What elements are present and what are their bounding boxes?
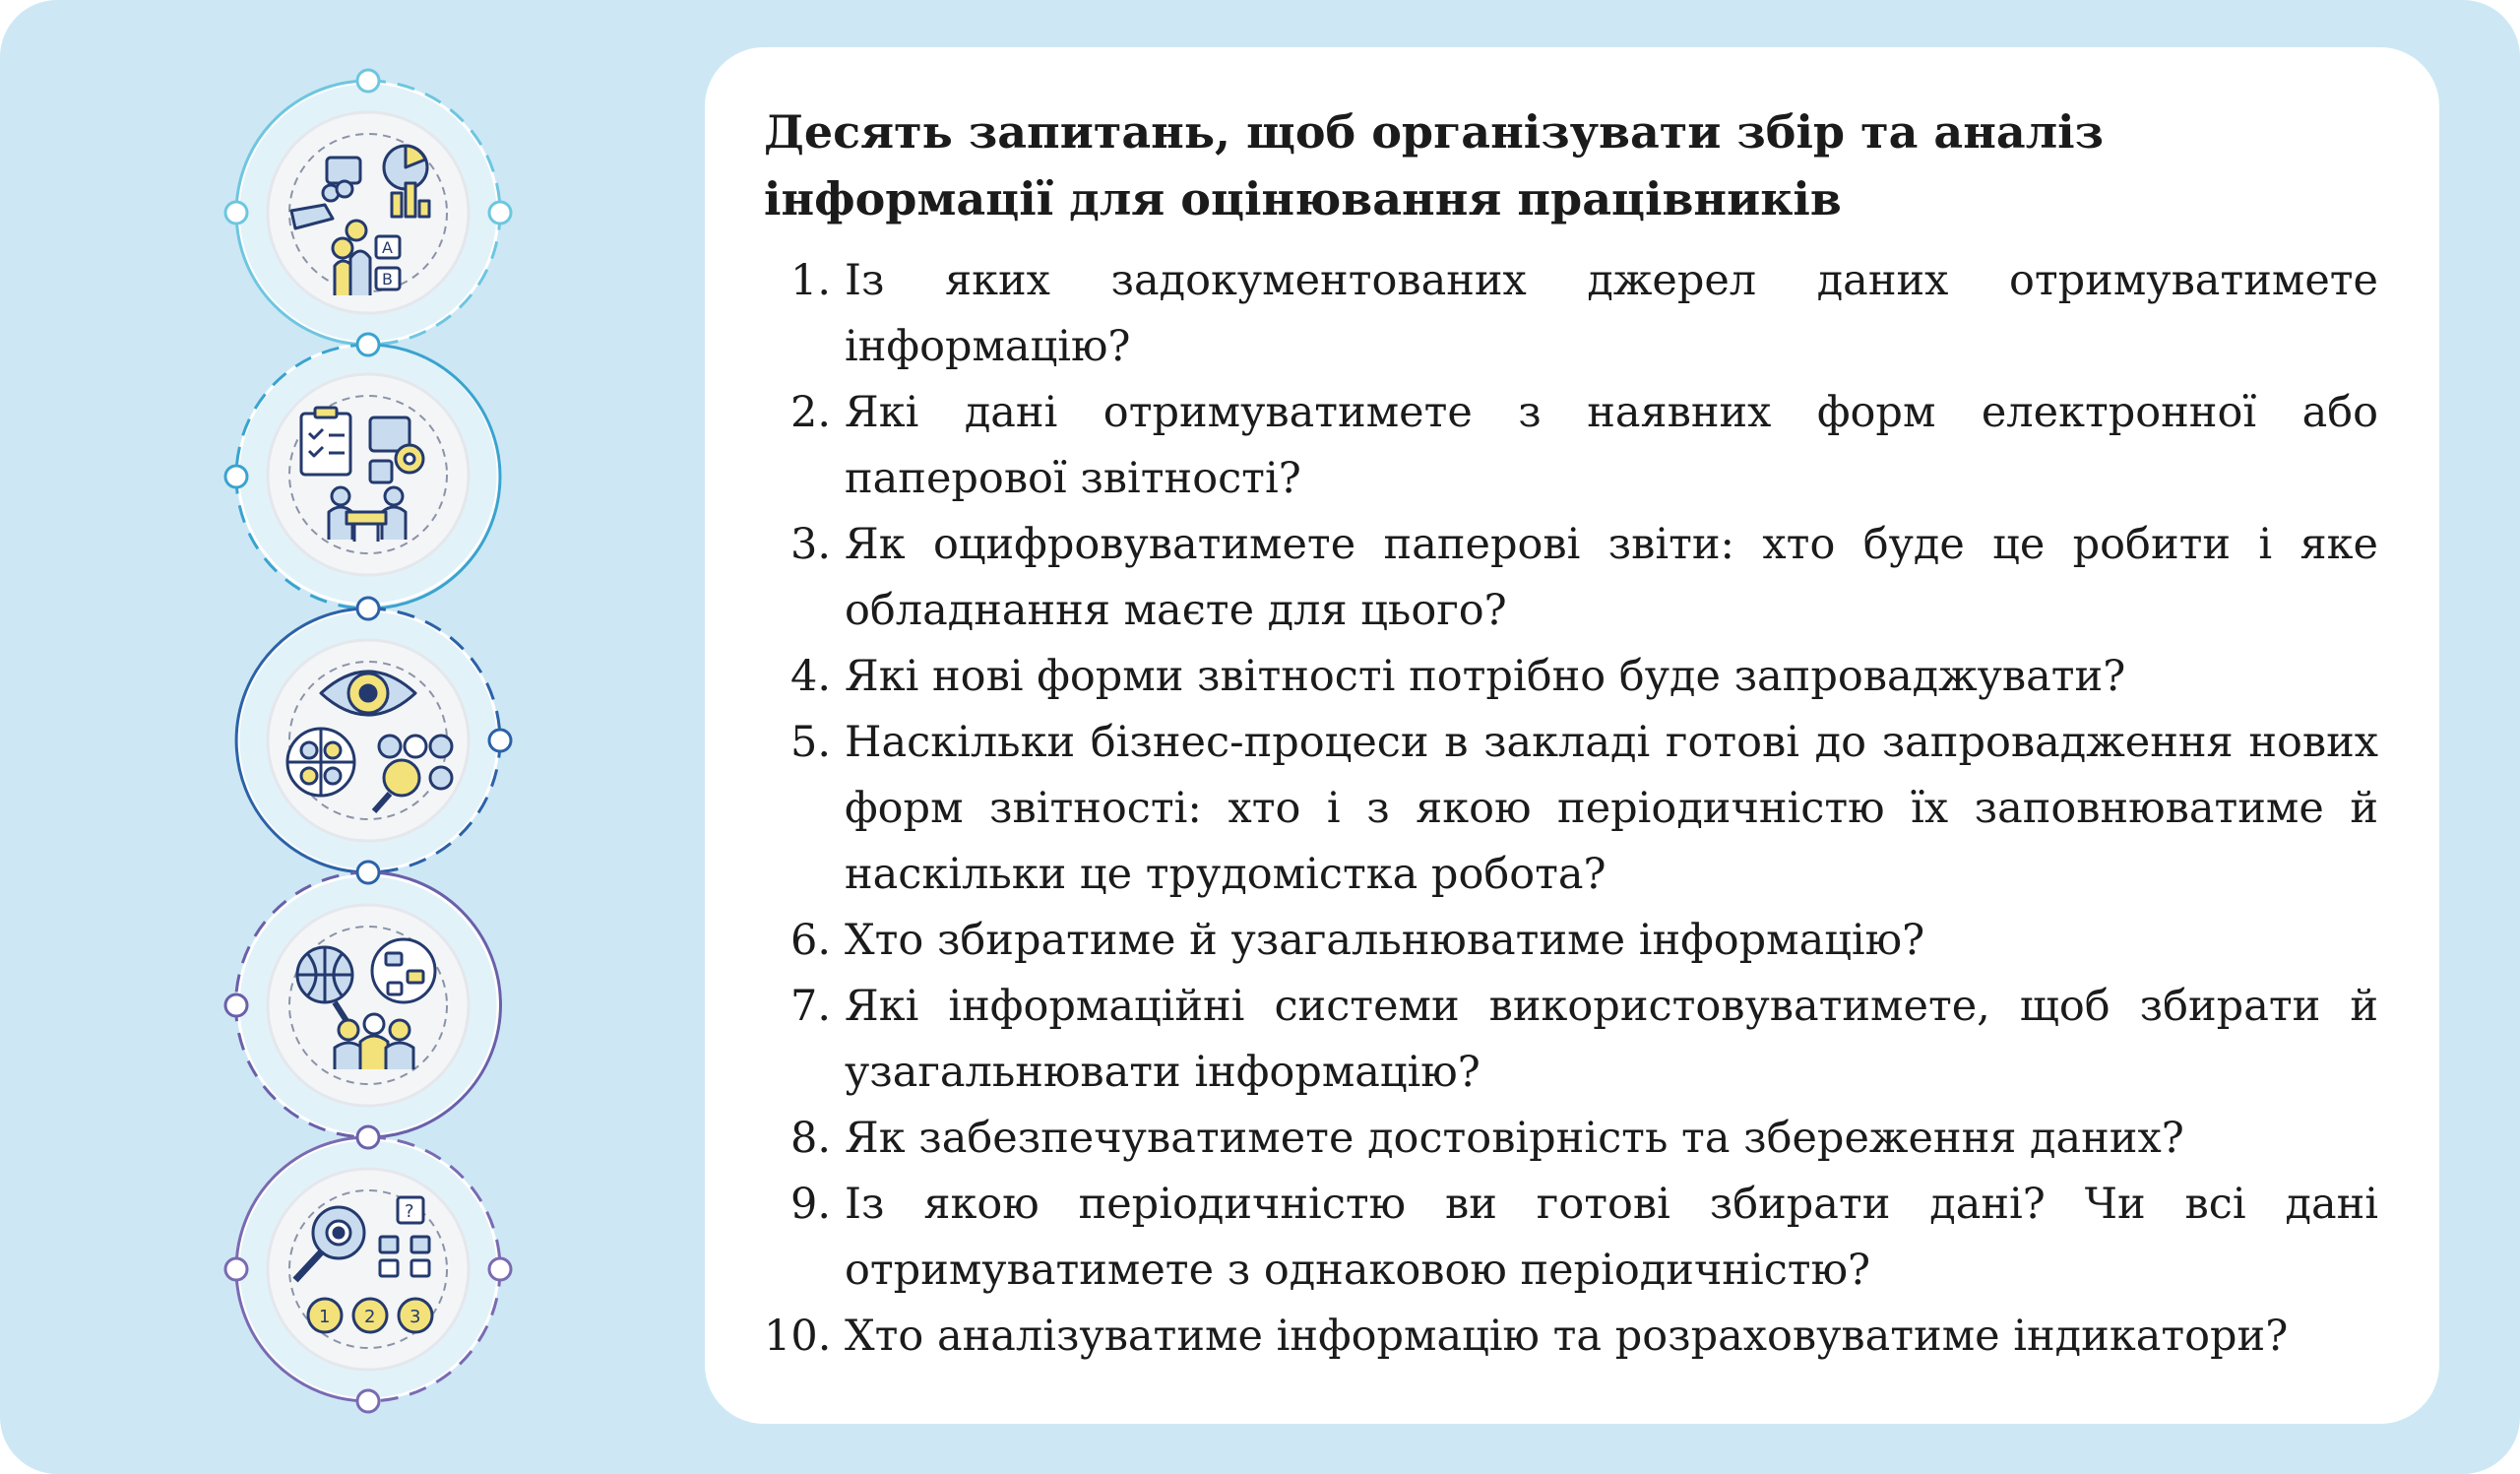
svg-text:2: 2 bbox=[364, 1307, 376, 1327]
question-number: 5. bbox=[789, 718, 831, 767]
question-item bbox=[764, 1172, 2378, 1304]
question-number: 1. bbox=[789, 256, 831, 305]
question-text: Як оцифровуватимете паперові звіти: хто буде це робити і яке обладнання маєте для цього? bbox=[845, 520, 2378, 635]
question-text: Які інформаційні системи використовуватимете, щоб збирати й узагальнювати інформацію? bbox=[845, 982, 2378, 1097]
question-item bbox=[764, 974, 2378, 1106]
question-text: Як забезпечуватимете достовірність та збереження даних? bbox=[845, 1114, 2184, 1163]
question-number: 10. bbox=[764, 1312, 832, 1361]
question-number: 6. bbox=[789, 916, 831, 965]
question-text: Хто збиратиме й узагальнюватиме інформацію? bbox=[845, 916, 1925, 965]
card-heading: Десять запитань, щоб організувати збір та аналіз інформації для оцінювання працівників bbox=[764, 105, 2104, 225]
question-number: 2. bbox=[789, 388, 831, 437]
svg-text:B: B bbox=[382, 270, 393, 288]
question-item bbox=[764, 1106, 2378, 1172]
question-text: Наскільки бізнес-процеси в закладі готові до запровадження нових форм звітності: хто і з якою періодичністю їх заповнюватиме й наскільки це трудомістка робота? bbox=[845, 718, 2378, 899]
question-text: Хто аналізуватиме інформацію та розраховуватиме індикатори? bbox=[845, 1312, 2289, 1361]
questions-list bbox=[764, 248, 2378, 1370]
svg-text:3: 3 bbox=[410, 1307, 421, 1327]
question-item bbox=[764, 1304, 2378, 1370]
question-number: 9. bbox=[789, 1180, 831, 1229]
question-text: Із якою періодичністю ви готові збирати дані? Чи всі дані отримуватимете з однаковою періодичністю? bbox=[845, 1180, 2378, 1295]
svg-text:?: ? bbox=[405, 1201, 414, 1222]
svg-text:A: A bbox=[382, 238, 393, 257]
svg-text:1: 1 bbox=[319, 1307, 331, 1327]
question-item bbox=[764, 512, 2378, 644]
question-number: 3. bbox=[789, 520, 831, 569]
question-number: 7. bbox=[789, 982, 831, 1031]
question-text: Які нові форми звітності потрібно буде запроваджувати? bbox=[845, 652, 2126, 701]
question-item bbox=[764, 644, 2378, 710]
question-item bbox=[764, 710, 2378, 908]
question-item bbox=[764, 908, 2378, 974]
question-text: Які дані отримуватимете з наявних форм електронної або паперової звітності? bbox=[845, 388, 2378, 503]
question-text: Із яких задокументованих джерел даних отримуватимете інформацію? bbox=[845, 256, 2378, 371]
question-item bbox=[764, 248, 2378, 380]
icon-timeline bbox=[0, 0, 709, 1474]
question-number: 4. bbox=[789, 652, 831, 701]
question-number: 8. bbox=[789, 1114, 831, 1163]
question-item bbox=[764, 380, 2378, 512]
